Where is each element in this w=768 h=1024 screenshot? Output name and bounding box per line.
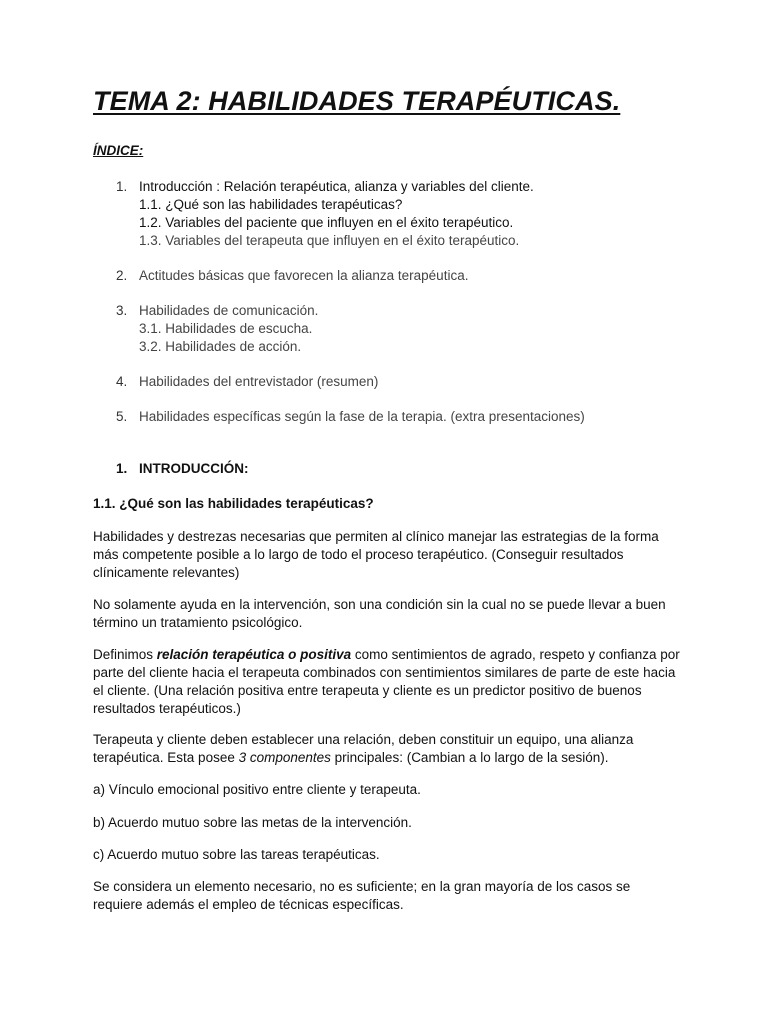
toc-item-1 bbox=[93, 178, 693, 250]
toc-text: Habilidades de comunicación. bbox=[139, 303, 319, 318]
list-item: a) Vínculo emocional positivo entre cliente y terapeuta. bbox=[93, 782, 421, 797]
paragraph bbox=[93, 731, 683, 767]
section-title: INTRODUCCIÓN: bbox=[139, 461, 249, 476]
toc-item-3 bbox=[93, 302, 693, 356]
paragraph-text: principales: (Cambian a lo largo de la sesión). bbox=[330, 750, 609, 765]
toc-subitem: 1.2. Variables del paciente que influyen en el éxito terapéutico. bbox=[139, 215, 514, 230]
section-number: 1. bbox=[116, 461, 128, 476]
emphasis-text: relación terapéutica o positiva bbox=[156, 647, 352, 662]
emphasis-text: 3 componentes bbox=[238, 750, 331, 765]
toc-number: 1. bbox=[116, 179, 128, 194]
toc-number: 2. bbox=[116, 268, 128, 283]
paragraph-text: Definimos bbox=[93, 647, 157, 662]
paragraph bbox=[93, 646, 683, 718]
list-item: b) Acuerdo mutuo sobre las metas de la intervención. bbox=[93, 815, 412, 830]
paragraph-text: Terapeuta y cliente deben establecer una relación, deben constituir un equipo, una alianza terapéutica. Esta posee bbox=[93, 732, 634, 765]
list-item: c) Acuerdo mutuo sobre las tareas terapéuticas. bbox=[93, 847, 380, 862]
index-label: ÍNDICE: bbox=[93, 143, 144, 158]
toc-text: Habilidades específicas según la fase de la terapia. (extra presentaciones) bbox=[139, 409, 585, 424]
paragraph: Se considera un elemento necesario, no es suficiente; en la gran mayoría de los casos se requiere además el empleo de técnicas específicas. bbox=[93, 879, 631, 912]
document-title: TEMA 2: HABILIDADES TERAPÉUTICAS. bbox=[93, 86, 621, 116]
paragraph: No solamente ayuda en la intervención, son una condición sin la cual no se puede llevar a buen término un tratamiento psicológico. bbox=[93, 597, 666, 630]
toc-item-4 bbox=[93, 373, 693, 391]
toc-subitem: 1.3. Variables del terapeuta que influyen en el éxito terapéutico. bbox=[139, 233, 520, 248]
toc-number: 5. bbox=[116, 409, 128, 424]
toc-number: 4. bbox=[116, 374, 128, 389]
toc-subitem: 3.1. Habilidades de escucha. bbox=[139, 321, 313, 336]
toc-subitem: 1.1. ¿Qué son las habilidades terapéuticas? bbox=[139, 197, 403, 212]
toc-item-2 bbox=[93, 267, 693, 285]
subsection-heading: 1.1. ¿Qué son las habilidades terapéuticas? bbox=[93, 496, 374, 511]
toc-item-5 bbox=[93, 408, 693, 426]
toc-text: Actitudes básicas que favorecen la alianza terapéutica. bbox=[139, 268, 469, 283]
toc-subitem: 3.2. Habilidades de acción. bbox=[139, 339, 302, 354]
paragraph: Habilidades y destrezas necesarias que permiten al clínico manejar las estrategias de la forma más competente posible a lo largo de todo el proceso terapéutico. (Conseguir resultados clínicamente relevantes) bbox=[93, 529, 659, 580]
table-of-contents bbox=[93, 178, 693, 443]
toc-number: 3. bbox=[116, 303, 128, 318]
paragraph-text: como sentimientos de agrado, respeto y confianza por parte del cliente hacia el terapeuta combinados con sentimientos similares de parte de este hacia el cliente. (Una relación positiva entre terapeuta y cliente es un predictor positivo de buenos resultados terapéuticos.) bbox=[93, 647, 680, 716]
toc-text: Habilidades del entrevistador (resumen) bbox=[139, 374, 379, 389]
toc-text: Introducción : Relación terapéutica, alianza y variables del cliente. bbox=[139, 179, 534, 194]
